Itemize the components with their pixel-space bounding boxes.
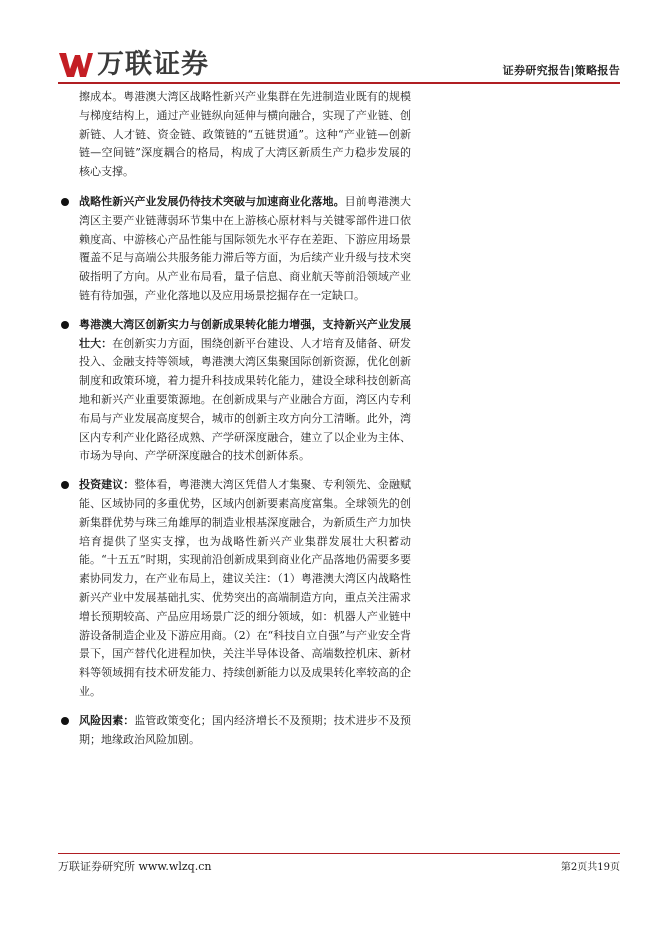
main-content	[79, 88, 411, 749]
bullet-icon	[61, 717, 69, 725]
section-heading: 战略性新兴产业发展仍待技术突破与加速商业化落地。	[79, 194, 345, 208]
header-divider	[58, 82, 620, 84]
section-paragraph	[79, 476, 411, 702]
section-body: 监管政策变化；国内经济增长不及预期；技术进步不及预期；地缘政治风险加剧。	[79, 713, 412, 746]
bullet-icon	[61, 481, 69, 489]
bullet-icon	[61, 198, 69, 206]
section-paragraph	[79, 316, 411, 466]
bullet-section-investment-advice	[79, 476, 411, 702]
page-number: 第2页共19页	[560, 862, 620, 873]
footer-source: 万联证券研究所 www.wlzq.cn	[58, 860, 212, 873]
w-logo-icon	[58, 50, 94, 80]
section-heading: 投资建议：	[79, 478, 135, 492]
intro-paragraph: 擦成本。粤港澳大湾区战略性新兴产业集群在先进制造业既有的规模与梯度结构上，通过产业链纵向延伸与横向融合，实现了产业链、创新链、人才链、资金链、政策链的“五链贯通”。这种“产业链—创新链—空间链”深度耦合的格局，构成了大湾区新质生产力稳步发展的核心支撑。	[79, 90, 411, 179]
bullet-section-tech-breakthrough	[79, 193, 411, 306]
bullet-icon	[61, 321, 69, 329]
page-header	[58, 48, 620, 82]
bullet-section-risk-factors	[79, 712, 411, 750]
bullet-section-innovation	[79, 316, 411, 466]
company-logo	[58, 48, 209, 82]
section-body: 目前粤港澳大湾区主要产业链薄弱环节集中在上游核心原材料与关键零部件进口依赖度高、中游核心产品性能与国际领先水平存在差距、下游应用场景覆盖不足与高端公共服务能力滞后等方面，为后续产业升级与技术突破指明了方向。从产业布局看，量子信息、商业航天等前沿领域产业链有待加强，产业化落地以及应用场景挖掘存在一定缺口。	[79, 194, 412, 302]
section-body: 整体看，粤港澳大湾区凭借人才集聚、专利领先、金融赋能、区域协同的多重优势，区域内创新要素高度富集。全球领先的创新集群优势与珠三角雄厚的制造业根基深度融合，为新质生产力加快培育提供了坚实支撑，也为战略性新兴产业集群发展壮大积蓄动能。“十五五”时期，实现前沿创新成果到商业化产品落地仍需要多要素协同发力，在产业布局上，建议关注：（1）粤港澳大湾区内战略性新兴产业中发展基础扎实、优势突出的高端制造方向，重点关注需求增长预期较高、产品应用场景广泛的细分领域，如：机器人产业链中游设备制造企业及下游应用商。（2）在“科技自立自强”与产业安全背景下，国产替代化进程加快，关注半导体设备、高端数控机床、新材料等领域拥有技术研发能力、持续创新能力以及成果转化率较高的企业。	[79, 478, 412, 698]
footer-divider	[58, 853, 620, 854]
section-body: 在创新实力方面，围绕创新平台建设、人才培育及储备、研发投入、金融支持等领域，粤港澳大湾区集聚国际创新资源，优化创新制度和政策环境，着力提升科技成果转化能力，建设全球科技创新高地和新兴产业重要策源地。在创新成果与产业融合方面，湾区内专利布局与产业发展高度契合，城市的创新主攻方向分工清晰。此外，湾区内专利产业化路径成熟、产学研深度融合，建立了以企业为主体、市场为导向、产学研深度融合的技术创新体系。	[79, 336, 412, 463]
section-paragraph	[79, 712, 411, 750]
report-type-label: 证券研究报告|策略报告	[502, 64, 620, 77]
section-heading: 风险因素：	[79, 713, 135, 727]
section-heading: 粤港澳大湾区创新实力与创新成果转化能力增强，支持新兴产业发展壮大：	[79, 317, 411, 350]
section-paragraph	[79, 193, 411, 306]
logo-text: 万联证券	[97, 49, 209, 80]
